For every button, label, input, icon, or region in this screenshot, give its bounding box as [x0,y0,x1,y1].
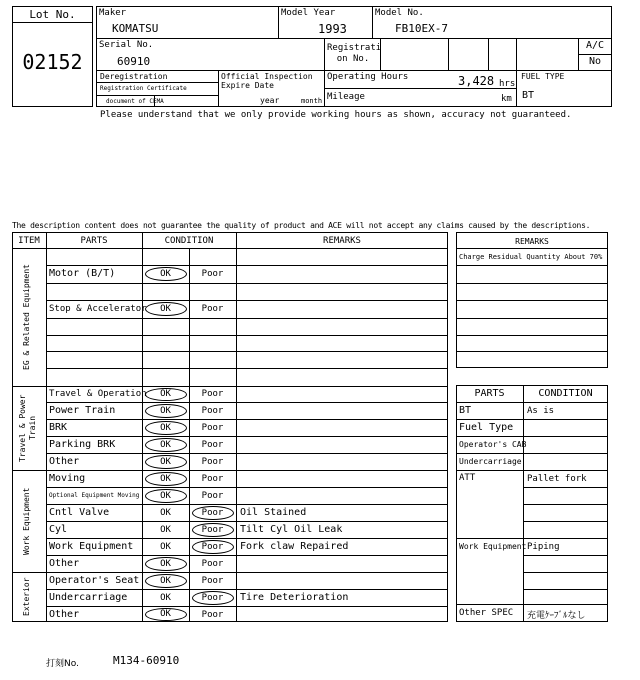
serial-value: 60910 [117,55,151,68]
ok-label: OK [160,423,171,433]
registration-label-1: Registrati [327,43,382,53]
poor-label: Poor [201,593,224,603]
ok-label: OK [160,609,171,619]
poor-label: Poor [201,389,224,399]
remark-cntl-valve: Oil Stained [240,507,307,518]
poor-label: Poor [201,610,224,620]
notice-text: Please understand that we only provide working hours as shown, accuracy not guaranteed. [100,110,572,120]
document-cema-label: document of CEMA [106,98,164,105]
ok-label: OK [160,457,171,467]
ac-value: No [588,56,602,67]
ok-label: OK [160,304,171,314]
part-undercarriage: Undercarriage [49,592,128,603]
right-col-parts: PARTS [474,388,505,399]
operating-hours-label: Operating Hours [327,72,409,82]
part-travel-operation: Travel & Operation [49,389,147,399]
part-parking-brk: Parking BRK [49,439,116,450]
serial-label: Serial No. [99,40,154,50]
remark-cyl: Tilt Cyl Oil Leak [240,524,343,535]
poor-label: Poor [201,576,224,586]
mileage-label: Mileage [327,92,365,102]
right-remarks-title: REMARKS [515,237,549,246]
part-moving: Moving [49,473,86,484]
lot-number: 02152 [22,50,83,74]
ok-label: OK [160,576,171,586]
inspection-label-1: Official Inspection [221,72,313,81]
right-col-condition: CONDITION [538,388,593,399]
poor-label: Poor [201,559,224,569]
poor-label: Poor [201,304,224,314]
right-part-work-equipment: Work Equipment [459,542,527,551]
part-motor: Motor (B/T) [49,268,116,279]
year-label: year [260,96,280,105]
part-stop-accelerator: Stop & Accelerator [49,304,147,314]
ok-label: OK [160,474,171,484]
part-other-travel: Other [49,456,80,467]
poor-label: Poor [201,423,224,433]
part-cntl-valve: Cntl Valve [49,507,110,518]
right-value-work-equipment: Piping [527,542,560,552]
poor-label: Poor [201,474,224,484]
month-label: month [301,97,323,105]
poor-label: Poor [201,406,224,416]
ok-label: OK [160,406,171,416]
part-brk: BRK [49,422,68,433]
remark-undercarriage: Tire Deterioration [240,592,349,603]
ok-label: OK [160,440,171,450]
part-work-equipment: Work Equipment [49,541,134,552]
model-no-value: FB10EX-7 [395,22,448,35]
right-part-bt: BT [459,405,472,416]
registration-certificate-label: Registration Certificate [100,85,187,92]
right-value-att: Pallet fork [527,474,587,484]
poor-label: Poor [201,491,224,501]
right-part-other-spec: Other SPEC [459,608,514,618]
right-part-undercarriage: Undercarriage [459,457,522,466]
maker-value: KOMATSU [112,22,159,35]
fuel-type-value: BT [522,90,535,101]
model-year-label: Model Year [281,8,336,18]
ok-label: OK [160,269,171,279]
group-exterior: Exterior [22,577,31,617]
ok-label: OK [160,508,171,518]
group-eg: EG & Related Equipment [22,264,31,370]
right-part-att: ATT [459,473,476,483]
right-part-operators-cab: Operator's CAB [459,440,527,449]
ok-label: OK [160,593,171,603]
maker-label: Maker [99,8,127,18]
inspection-label-2: Expire Date [221,81,274,90]
registration-label-2: on No. [336,54,370,64]
right-part-fuel-type: Fuel Type [459,422,514,433]
operating-hours-value: 3,428 [458,74,495,88]
part-cyl: Cyl [49,524,68,535]
group-work: Work Equipment [22,487,31,555]
ok-label: OK [160,525,171,535]
model-no-label: Model No. [375,8,424,18]
part-other-work: Other [49,558,80,569]
group-travel-line1: Travel & Power [18,394,27,462]
col-remarks: REMARKS [323,236,361,246]
part-other-exterior: Other [49,609,80,620]
ok-label: OK [160,491,171,501]
poor-label: Poor [201,508,224,518]
km-unit: km [501,94,512,104]
right-remarks-line: Charge Residual Quantity About 70% [459,253,603,261]
poor-label: Poor [201,525,224,535]
fuel-type-label: FUEL TYPE [521,72,565,81]
model-year-value: 1993 [318,22,347,36]
col-item: ITEM [18,236,40,246]
hrs-unit: hrs [499,79,516,89]
poor-label: Poor [201,269,224,279]
ok-label: OK [160,542,171,552]
part-power-train: Power Train [49,405,116,416]
poor-label: Poor [201,457,224,467]
remark-work-equipment: Fork claw Repaired [240,541,349,552]
ok-label: OK [160,559,171,569]
poor-label: Poor [201,440,224,450]
ok-label: OK [160,389,171,399]
group-travel-line2: Train [28,415,37,441]
lot-label: Lot No. [29,8,76,21]
stamp-label: 打刻No. [46,659,79,669]
right-value-other-spec: 充電ｹｰﾌﾞﾙなし [527,611,586,621]
col-condition: CONDITION [164,236,214,246]
ac-label: A/C [585,40,605,51]
disclaimer-text: The description content does not guarantee the quality of product and ACE will not accept any claims caused by the descriptions. [12,221,591,230]
stamp-value: M134-60910 [113,654,180,667]
part-optional-equipment-moving: Optional Equipment Moving [49,492,140,499]
part-operators-seat: Operator's Seat [49,575,140,586]
col-parts: PARTS [80,236,108,246]
poor-label: Poor [201,542,224,552]
deregistration-label: Deregistration [100,72,168,81]
right-value-bt: As is [527,406,555,416]
